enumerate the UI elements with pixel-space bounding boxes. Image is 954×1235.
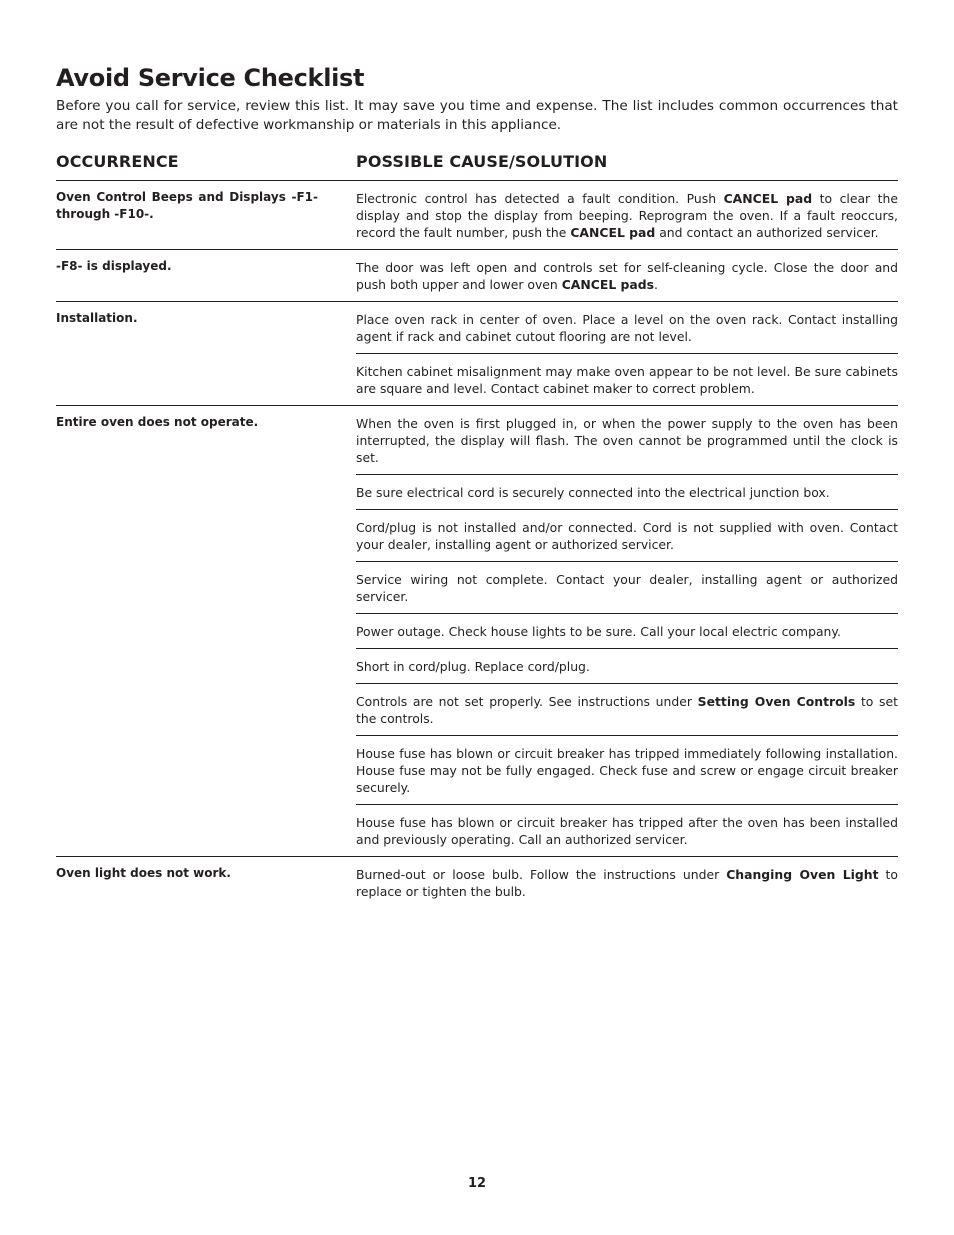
bold-term: Changing Oven Light (726, 867, 879, 882)
solution-text: Service wiring not complete. Contact your dealer, installing agent or authorized servicer. (356, 572, 898, 604)
solution-text: Be sure electrical cord is securely connected into the electrical junction box. (356, 485, 830, 500)
solution-text: . (654, 277, 658, 292)
intro-paragraph: Before you call for service, review this list. It may save you time and expense. The list includes common occurrences that are not the result of defective workmanship or materials in this appliance. (56, 98, 898, 133)
solution-list (356, 857, 898, 908)
solution-text: to clear the display and stop the display from beeping. Reprogram the oven. If a fault reoccurs, record the fault number, push the (356, 191, 898, 240)
checklist-row (56, 301, 898, 405)
occurrence-label: Oven light does not work. (56, 866, 231, 880)
solution-item (356, 804, 898, 856)
bold-term: CANCEL pad (723, 191, 813, 206)
checklist-row (56, 405, 898, 856)
solution-text: Power outage. Check house lights to be sure. Call your local electric company. (356, 624, 841, 639)
solution-text: When the oven is first plugged in, or when the power supply to the oven has been interrupted, the display will flash. The oven cannot be programmed until the clock is set. (356, 416, 898, 465)
occurrence-column-header: OCCURRENCE (56, 152, 179, 171)
bold-term: Setting Oven Controls (697, 694, 856, 709)
solution-item (356, 648, 898, 683)
solution-text: Kitchen cabinet misalignment may make oven appear to be not level. Be sure cabinets are square and level. Contact cabinet maker to correct problem. (356, 364, 898, 396)
solution-item (356, 353, 898, 405)
solution-list (356, 302, 898, 405)
solution-text: Electronic control has detected a fault condition. Push (356, 191, 724, 206)
solution-item (356, 561, 898, 613)
solution-text: Place oven rack in center of oven. Place a level on the oven rack. Contact installing agent if rack and cabinet cutout flooring are not level. (356, 312, 898, 344)
solution-text: Cord/plug is not installed and/or connected. Cord is not supplied with oven. Contact your dealer, installing agent or authorized servicer. (356, 520, 898, 552)
solution-item (356, 474, 898, 509)
occurrence-label: Oven Control Beeps and Displays -F1- through -F10-. (56, 190, 318, 221)
page-number: 12 (467, 1176, 487, 1191)
occurrence-label: Installation. (56, 311, 138, 325)
bold-term: CANCEL pad (570, 225, 656, 240)
bold-term: CANCEL pads (561, 277, 654, 292)
checklist-table (56, 180, 898, 908)
solution-item (356, 302, 898, 353)
solution-text: Burned-out or loose bulb. Follow the instructions under (356, 867, 727, 882)
checklist-row (56, 249, 898, 301)
occurrence-label: Entire oven does not operate. (56, 415, 259, 429)
checklist-row (56, 856, 898, 908)
page-title: Avoid Service Checklist (56, 64, 365, 92)
solution-text: House fuse has blown or circuit breaker has tripped immediately following installation. House fuse may not be fully engaged. Check fuse and screw or engage circuit breaker securely. (356, 746, 898, 795)
solution-list (356, 406, 898, 856)
solution-text: to replace or tighten the bulb. (356, 867, 898, 899)
solution-list (356, 181, 898, 249)
solution-item (356, 613, 898, 648)
solution-item (356, 735, 898, 804)
solution-text: House fuse has blown or circuit breaker has tripped after the oven has been installed and previously operating. Call an authorized servicer. (356, 815, 898, 847)
solution-text: and contact an authorized servicer. (655, 225, 879, 240)
solution-list (356, 250, 898, 301)
checklist-row (56, 180, 898, 249)
solution-text: Short in cord/plug. Replace cord/plug. (356, 659, 590, 674)
solution-text: Controls are not set properly. See instructions under (356, 694, 698, 709)
solution-item (356, 857, 898, 908)
occurrence-label: -F8- is displayed. (56, 259, 172, 273)
solution-column-header: POSSIBLE CAUSE/SOLUTION (356, 152, 608, 171)
solution-item (356, 509, 898, 561)
solution-item (356, 181, 898, 249)
solution-item (356, 250, 898, 301)
solution-text: to set the controls. (356, 694, 898, 726)
solution-item (356, 683, 898, 735)
solution-text: The door was left open and controls set for self-cleaning cycle. Close the door and push both upper and lower oven (356, 260, 898, 292)
solution-item (356, 406, 898, 474)
